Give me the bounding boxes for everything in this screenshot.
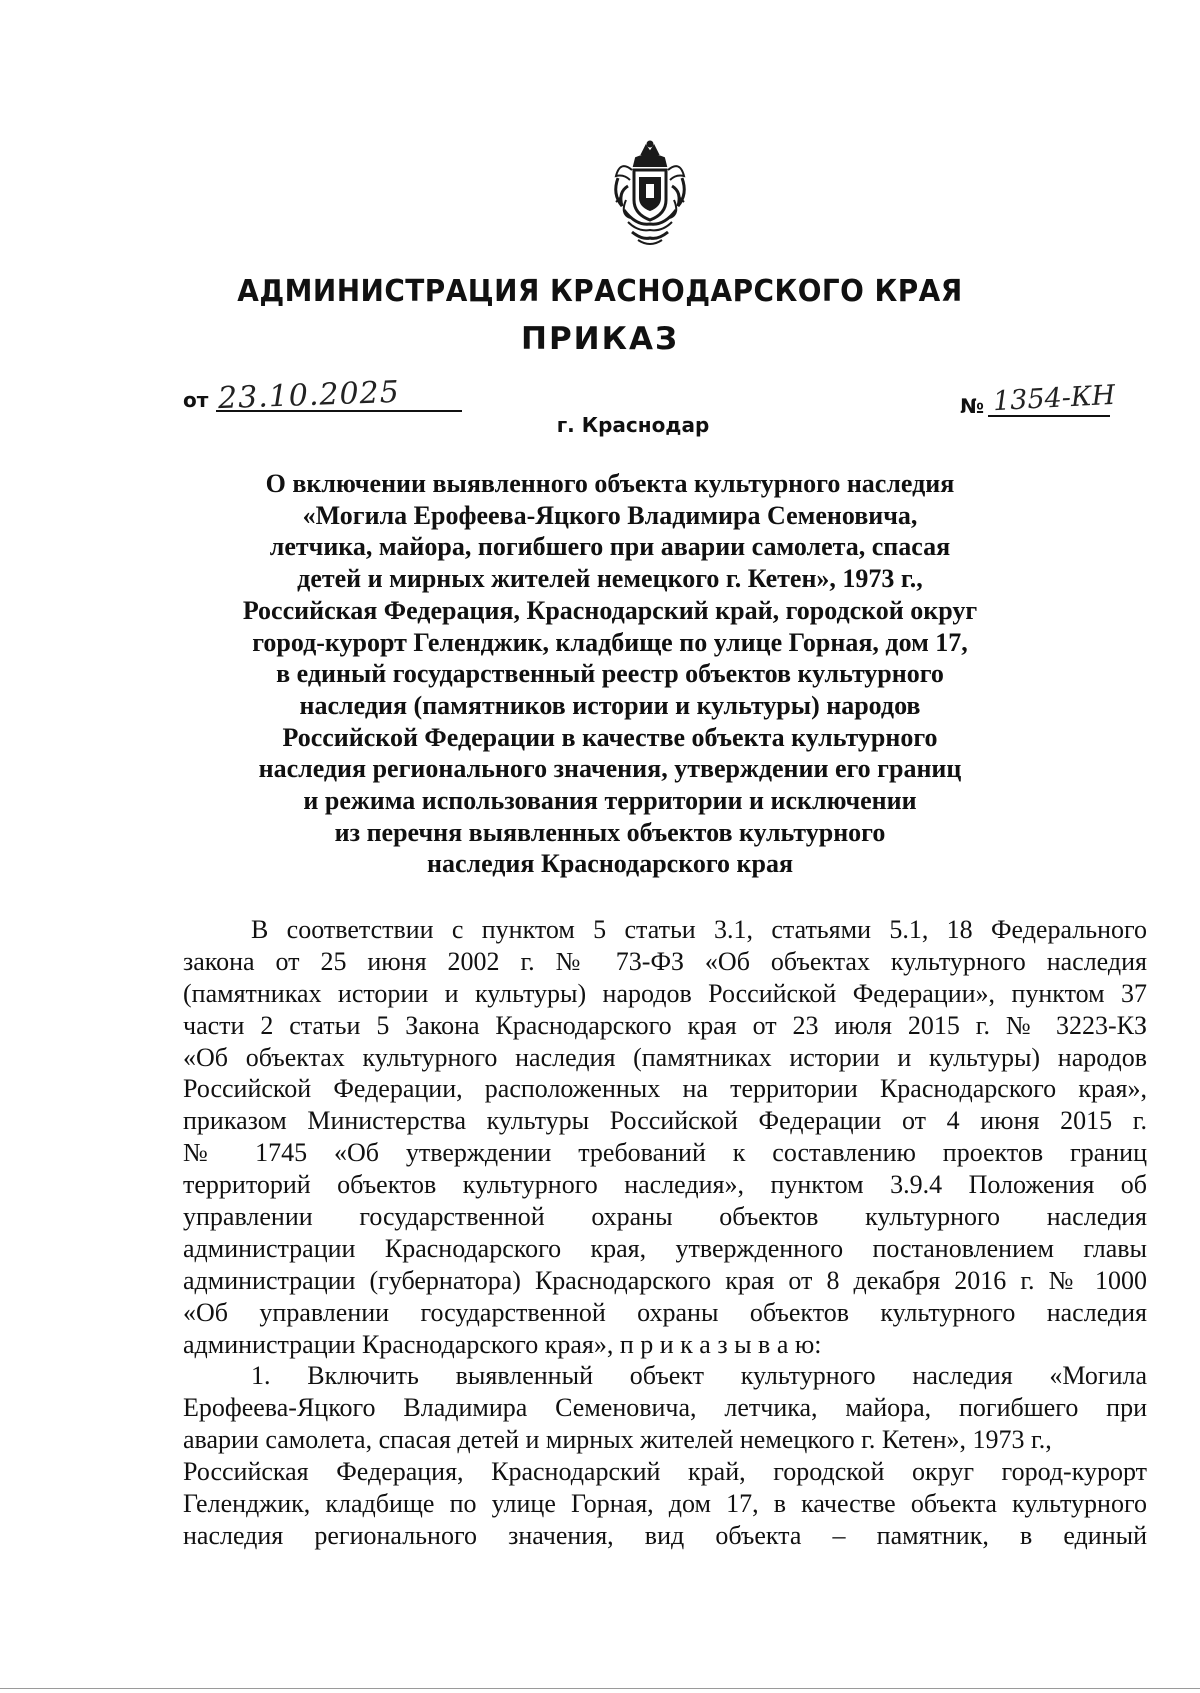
order-title xyxy=(150,468,1070,880)
preamble-line: № 1745 «Об утверждении требований к составлению проектов границ xyxy=(183,1138,1147,1168)
item-1-line: Российская Федерация, Краснодарский край, городской округ город-курорт xyxy=(183,1457,1147,1487)
title-line: летчика, майора, погибшего при аварии самолета, спасая xyxy=(269,532,951,562)
preamble-line: закона от 25 июня 2002 г. № 73-ФЗ «Об объектах культурного наследия xyxy=(183,946,1147,976)
coat-of-arms-icon xyxy=(608,140,692,248)
preamble-line: (памятниках истории и культуры) народов Российской Федерации», пунктом 37 xyxy=(183,978,1147,1008)
number-label: № xyxy=(960,394,985,418)
preamble-line: управлении государственной охраны объектов культурного наследия xyxy=(183,1202,1147,1232)
preamble-line: территорий объектов культурного наследия», пунктом 3.9.4 Положения об xyxy=(183,1170,1147,1200)
preamble-line: «Об управлении государственной охраны объектов культурного наследия xyxy=(183,1297,1147,1327)
title-line: наследия регионального значения, утверждении его границ xyxy=(258,754,962,784)
title-line: О включении выявленного объекта культурного наследия xyxy=(265,469,955,498)
title-line: и режима использования территории и исключении xyxy=(303,786,917,816)
title-line: «Могила Ерофеева-Яцкого Владимира Семеновича, xyxy=(302,500,918,530)
preamble-line: «Об объектах культурного наследия (памятниках истории и культуры) народов xyxy=(183,1042,1147,1072)
title-line: Российской Федерации в качестве объекта культурного xyxy=(282,722,938,752)
item-1-line: наследия регионального значения, вид объекта – памятник, в единый xyxy=(183,1520,1147,1550)
title-line: Российская Федерация, Краснодарский край, городской округ xyxy=(242,595,978,625)
item-1-line: аварии самолета, спасая детей и мирных жителей немецкого г. Кетен», 1973 г., xyxy=(183,1425,1052,1455)
city: г. Краснодар xyxy=(556,413,710,437)
preamble-line: приказом Министерства культуры Российской Федерации от 4 июня 2015 г. xyxy=(183,1106,1147,1136)
title-line: наследия Краснодарского края xyxy=(426,849,794,879)
title-line: в единый государственный реестр объектов культурного xyxy=(276,659,944,689)
preamble-line: В соответствии с пунктом 5 статьи 3.1, статьями 5.1, 18 Федерального xyxy=(251,915,1147,944)
item-1-line: Геленджик, кладбище по улице Горная, дом 17, в качестве объекта культурного xyxy=(183,1489,1147,1519)
title-line: наследия (памятников истории и культуры) народов xyxy=(299,690,921,720)
title-line: город-курорт Геленджик, кладбище по улице Горная, дом 17, xyxy=(252,627,968,657)
organization-name: АДМИНИСТРАЦИЯ КРАСНОДАРСКОГО КРАЯ xyxy=(237,274,963,309)
title-line: детей и мирных жителей немецкого г. Кетен», 1973 г., xyxy=(297,564,923,594)
preamble-line: администрации Краснодарского края», п р и к а з ы в а ю: xyxy=(183,1329,822,1359)
handwritten-number: 1354-КН xyxy=(992,379,1117,418)
item-1-line: Ерофеева-Яцкого Владимира Семеновича, летчика, майора, погибшего при xyxy=(183,1393,1147,1423)
order-body xyxy=(183,914,1147,1552)
date-label: от xyxy=(183,388,209,412)
handwritten-date: 23.10.2025 xyxy=(217,374,401,417)
preamble-line: части 2 статьи 5 Закона Краснодарского края от 23 июля 2015 г. № 3223-КЗ xyxy=(183,1010,1147,1040)
preamble-line: Российской Федерации, расположенных на территории Краснодарского края», xyxy=(183,1074,1147,1104)
preamble-line: администрации (губернатора) Краснодарского края от 8 декабря 2016 г. № 1000 xyxy=(183,1265,1147,1295)
page-bottom-rule xyxy=(0,1688,1200,1689)
title-line: из перечня выявленных объектов культурного xyxy=(334,817,886,847)
item-1-line: 1. Включить выявленный объект культурного наследия «Могила xyxy=(251,1361,1147,1391)
preamble-line: администрации Краснодарского края, утвержденного постановлением главы xyxy=(183,1233,1147,1263)
document-type: ПРИКАЗ xyxy=(521,321,679,357)
